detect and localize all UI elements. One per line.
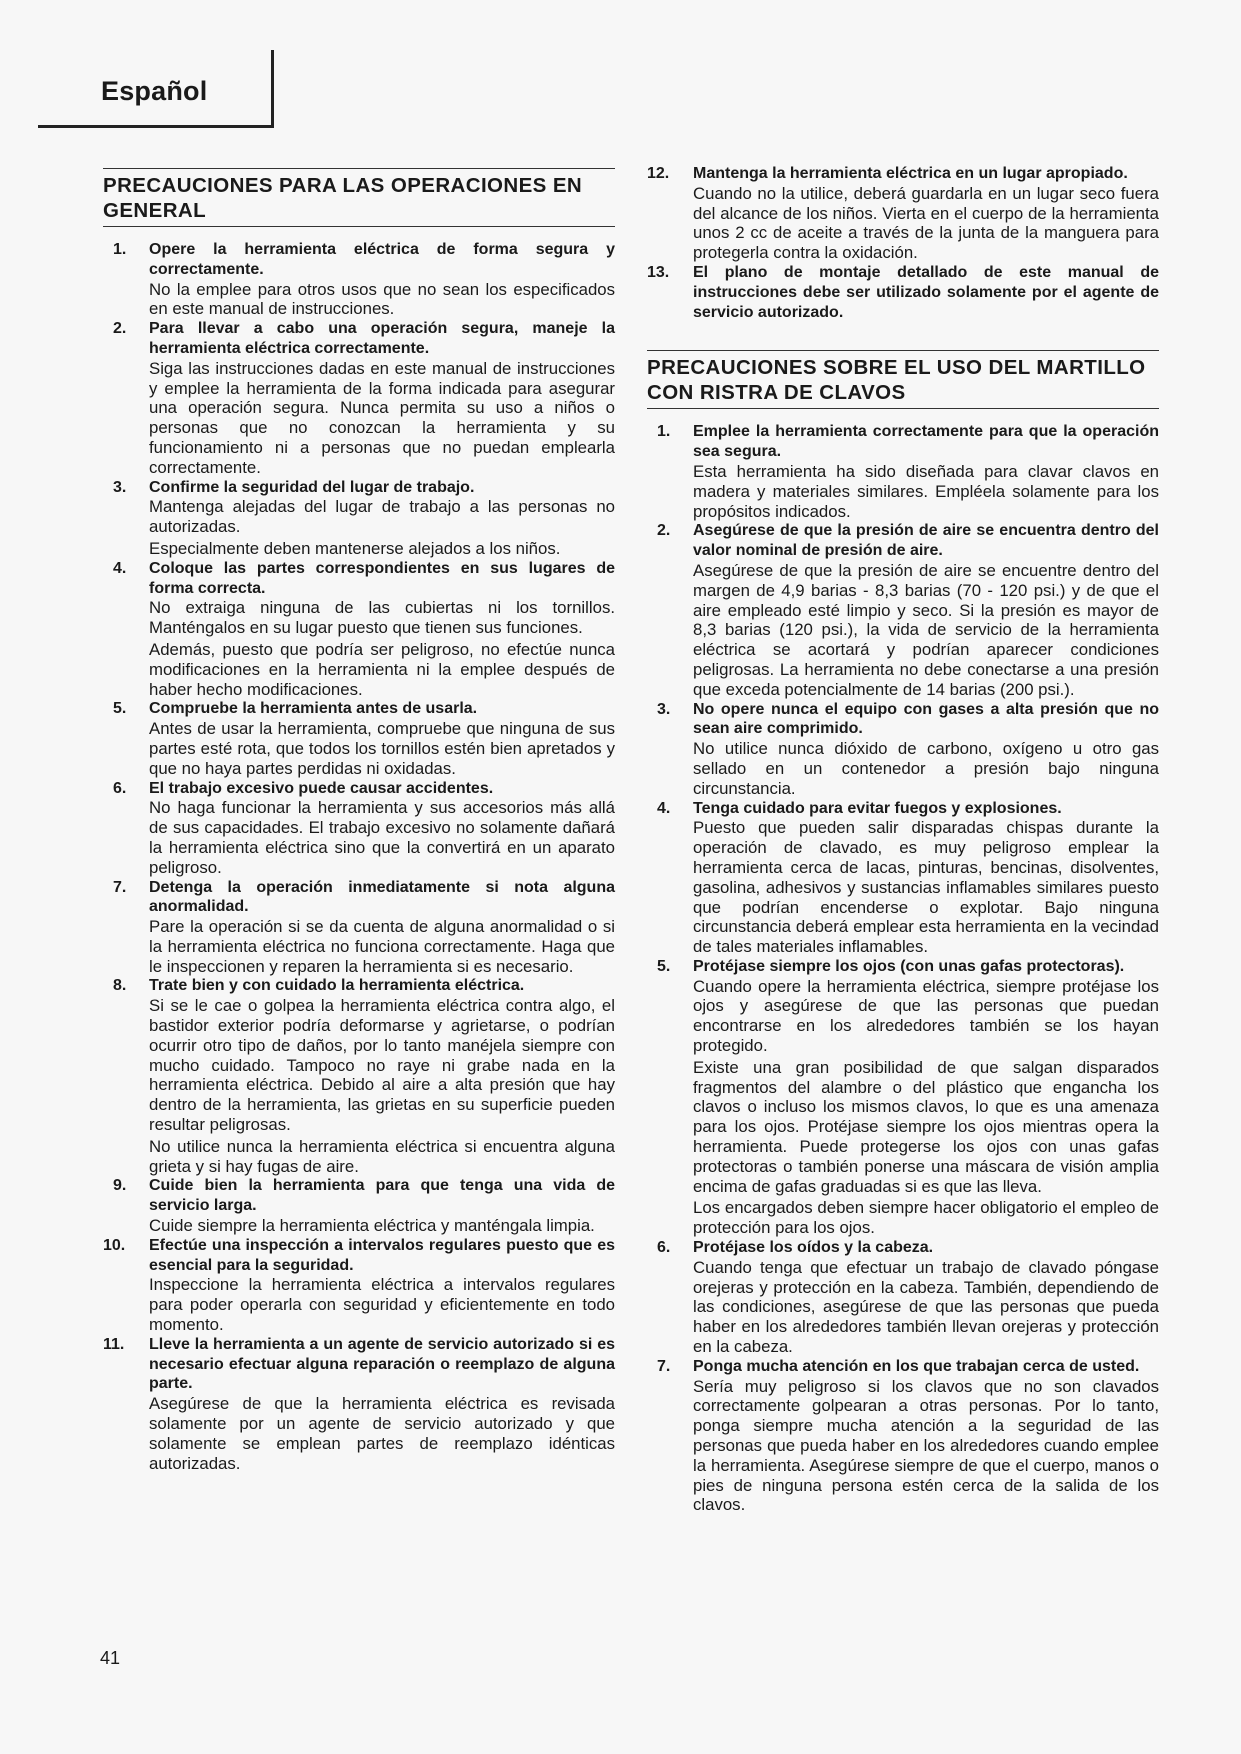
list-item: [103, 779, 615, 878]
item-body: Asegúrese de que la herramienta eléctrica es revisada solamente por un agente de servicio autorizado y que solamente se emplean partes de reemplazo idénticas autorizadas.: [149, 1394, 615, 1473]
item-title: Lleve la herramienta a un agente de servicio autorizado si es necesario efectuar alguna reparación o reemplazo de alguna parte.: [149, 1335, 615, 1393]
item-title: Protéjase los oídos y la cabeza.: [693, 1239, 934, 1257]
item-title: Compruebe la herramienta antes de usarla.: [149, 700, 478, 718]
item-number: 3.: [113, 478, 127, 496]
item-number: 5.: [657, 957, 671, 975]
item-number: 13.: [647, 263, 670, 281]
list-item: [647, 164, 1159, 263]
item-number: 7.: [657, 1357, 671, 1375]
list-item: [103, 1335, 615, 1474]
item-body: Existe una gran posibilidad de que salgan disparados fragmentos del alambre o del plástico que engancha los clavos o incluso los mismos clavos, lo que es una amenaza para los ojos. Protéjase siempre los ojos mientras opera la herramienta. Puede protegerse los ojos con unas gafas protectoras o también ponerse una máscara de visión amplia encima de gafas graduadas si es que las lleva.: [693, 1057, 1159, 1196]
item-title: No opere nunca el equipo con gases a alta presión que no sean aire comprimido.: [693, 700, 1159, 738]
item-body: Los encargados deben siempre hacer obligatorio el empleo de protección para los ojos.: [693, 1198, 1159, 1238]
item-number: 8.: [113, 977, 127, 995]
language-tab: [38, 50, 274, 128]
item-number: 9.: [113, 1177, 127, 1195]
item-title: Ponga mucha atención en los que trabajan cerca de usted.: [693, 1357, 1140, 1375]
list-item: [103, 559, 615, 700]
list-item: [647, 1238, 1159, 1357]
list-item: [103, 699, 615, 778]
item-body: Pare la operación si se da cuenta de alguna anormalidad o si la herramienta eléctrica no funciona correctamente. Haga que le inspeccionen y reparen la herramienta si es necesario.: [149, 917, 615, 976]
list-item: [647, 799, 1159, 957]
section-title-general: PRECAUCIONES PARA LAS OPERACIONES EN GENERAL: [103, 168, 615, 227]
right-column: [647, 164, 1159, 1515]
item-number: 6.: [657, 1239, 671, 1257]
item-number: 7.: [113, 878, 127, 896]
page-number: 41: [100, 1648, 121, 1668]
item-title: Coloque las partes correspondientes en sus lugares de forma correcta.: [149, 559, 615, 597]
item-body: Siga las instrucciones dadas en este manual de instrucciones y emplee la herramienta de la forma indicada para asegurar una operación segura. Nunca permita su uso a niños o personas que no conozcan la herramienta y su funcionamiento ni a personas que no puedan emplearla correctamente.: [149, 358, 615, 477]
item-body: Cuando no la utilice, deberá guardarla en un lugar seco fuera del alcance de los niños. Vierta en el cuerpo de la herramienta unos 2 cc de aceite a través de la junta de la manguera para protegerla contra la oxidación.: [693, 183, 1159, 263]
item-title: Opere la herramienta eléctrica de forma segura y correctamente.: [149, 241, 615, 278]
item-body: Especialmente deben mantenerse alejados a los niños.: [149, 538, 561, 558]
item-title: Emplee la herramienta correctamente para que la operación sea segura.: [693, 423, 1159, 461]
item-number: 1.: [657, 423, 671, 441]
list-item: [647, 263, 1159, 322]
list-item: [103, 976, 615, 1176]
item-body: Sería muy peligroso si los clavos que no son clavados correctamente golpearan a otras personas. Por lo tanto, ponga siempre mucha atención a la seguridad de las personas que pueda haber en los alrededores cuando emplee la herramienta. Asegúrese siempre de que el cuerpo, manos o pies de ninguna persona estén cerca de la salida de los clavos.: [693, 1376, 1159, 1515]
item-body: Esta herramienta ha sido diseñada para clavar clavos en madera y materiales similares. Empléela solamente para los propósitos indicados.: [693, 461, 1159, 521]
item-title: Asegúrese de que la presión de aire se encuentra dentro del valor nominal de presión de aire.: [693, 522, 1159, 560]
item-body: No utilice nunca dióxido de carbono, oxígeno u otro gas sellado en un contenedor a presión bajo ninguna circunstancia.: [693, 739, 1159, 798]
item-number: 4.: [113, 559, 127, 577]
list-item: [647, 521, 1159, 699]
item-number: 1.: [113, 241, 127, 258]
language-label: Español: [101, 76, 208, 106]
item-body: Mantenga alejadas del lugar de trabajo a las personas no autorizadas.: [149, 497, 615, 537]
list-item: [103, 1176, 615, 1235]
section-title-nailer: PRECAUCIONES SOBRE EL USO DEL MARTILLO CON RISTRA DE CLAVOS: [647, 350, 1159, 409]
list-item: [103, 478, 615, 559]
item-body: No utilice nunca la herramienta eléctrica si encuentra alguna grieta y si hay fugas de aire.: [149, 1136, 615, 1176]
item-title: Para llevar a cabo una operación segura, maneje la herramienta eléctrica correctamente.: [149, 320, 615, 357]
item-body: Asegúrese de que la presión de aire se encuentre dentro del margen de 4,9 barias - 8,3 barias (70 - 120 psi.) y de que el aire empleado esté limpio y seco. Si la presión es mayor de 8,3 barias (120 psi.), la vida de servicio de la herramienta eléctrica se acortará y podrían aparecer condiciones peligrosas. La herramienta no debe conectarse a una presión que exceda potencialmente de 14 barias (200 psi.).: [693, 560, 1159, 699]
list-item: [103, 1236, 615, 1335]
general-precautions-continued-list: [647, 164, 1159, 322]
item-title: Efectúe una inspección a intervalos regulares puesto que es esencial para la seguridad.: [149, 1236, 615, 1274]
general-precautions-list: [103, 240, 615, 1473]
item-number: 11.: [103, 1335, 125, 1353]
item-title: Detenga la operación inmediatamente si nota alguna anormalidad.: [149, 878, 615, 916]
item-number: 4.: [657, 799, 671, 817]
item-number: 2.: [113, 320, 127, 338]
item-body: No la emplee para otros usos que no sean los especificados en este manual de instrucciones.: [149, 279, 615, 319]
item-title: El plano de montaje detallado de este manual de instrucciones debe ser utilizado solamente por el agente de servicio autorizado.: [693, 263, 1159, 321]
item-body: Antes de usar la herramienta, compruebe que ninguna de sus partes esté rota, que todos los tornillos estén bien apretados y que no haya partes perdidas ni oxidadas.: [149, 719, 615, 778]
item-body: Puesto que pueden salir disparadas chispas durante la operación de clavado, es muy peligroso emplear la herramienta cerca de lacas, pinturas, bencinas, disolventes, gasolina, adhesivos y sustancias inflamables similares puesto que podrían encenderse o explotar. Bajo ninguna circunstancia deberá emplear esta herramienta en la vecindad de tales materiales inflamables.: [693, 818, 1159, 957]
item-body: Si se le cae o golpea la herramienta eléctrica contra algo, el bastidor exterior podría deformarse y agrietarse, o podrían ocurrir otro tipo de daños, por lo tanto manéjela siempre con mucho cuidado. Tampoco no raye ni grabe nada en la herramienta eléctrica. Debido al aire a alta presión que hay dentro de la herramienta, las grietas en su superficie pueden resultar peligrosas.: [149, 996, 615, 1135]
list-item: [103, 240, 615, 319]
item-title: Cuide bien la herramienta para que tenga una vida de servicio larga.: [149, 1177, 615, 1215]
item-body: No haga funcionar la herramienta y sus accesorios más allá de sus capacidades. El trabajo excesivo no solamente dañará la herramienta eléctrica sino que la convertirá en un aparato peligroso.: [149, 798, 615, 877]
list-item: [103, 319, 615, 477]
list-item: [103, 878, 615, 977]
item-title: Tenga cuidado para evitar fuegos y explosiones.: [693, 799, 1062, 817]
item-body: Cuide siempre la herramienta eléctrica y manténgala limpia.: [149, 1216, 595, 1236]
list-item: [647, 422, 1159, 521]
item-body: No extraiga ninguna de las cubiertas ni los tornillos. Manténgalos en su lugar puesto que tienen sus funciones.: [149, 598, 615, 638]
left-column: [103, 168, 615, 1473]
item-title: Trate bien y con cuidado la herramienta eléctrica.: [149, 977, 525, 995]
item-body: Cuando tenga que efectuar un trabajo de clavado póngase orejeras y protección en la cabeza. También, dependiendo de las condiciones, asegúrese de que las personas que pueda haber en los alrededores también llevan orejeras y protección en la cabeza.: [693, 1257, 1159, 1357]
item-number: 6.: [113, 779, 127, 797]
item-number: 5.: [113, 700, 127, 718]
item-number: 12.: [647, 165, 670, 182]
nailer-precautions-list: [647, 422, 1159, 1515]
item-number: 3.: [657, 700, 671, 718]
item-title: Confirme la seguridad del lugar de trabajo.: [149, 478, 475, 496]
item-body: Cuando opere la herramienta eléctrica, siempre protéjase los ojos y asegúrese de que las personas que puedan encontrarse en los alrededores también se los hayan protegido.: [693, 976, 1159, 1056]
item-body: Inspeccione la herramienta eléctrica a intervalos regulares para poder operarla con seguridad y eficientemente en todo momento.: [149, 1275, 615, 1335]
item-number: 10.: [103, 1236, 126, 1254]
item-title: Mantenga la herramienta eléctrica en un lugar apropiado.: [693, 165, 1128, 182]
item-number: 2.: [657, 522, 671, 540]
list-item: [647, 957, 1159, 1238]
list-item: [647, 1357, 1159, 1515]
item-title: El trabajo excesivo puede causar accidentes.: [149, 779, 494, 797]
item-title: Protéjase siempre los ojos (con unas gafas protectoras).: [693, 957, 1125, 975]
item-body: Además, puesto que podría ser peligroso, no efectúe nunca modificaciones en la herramienta ni la emplee después de haber hecho modificaciones.: [149, 639, 615, 699]
list-item: [647, 700, 1159, 799]
